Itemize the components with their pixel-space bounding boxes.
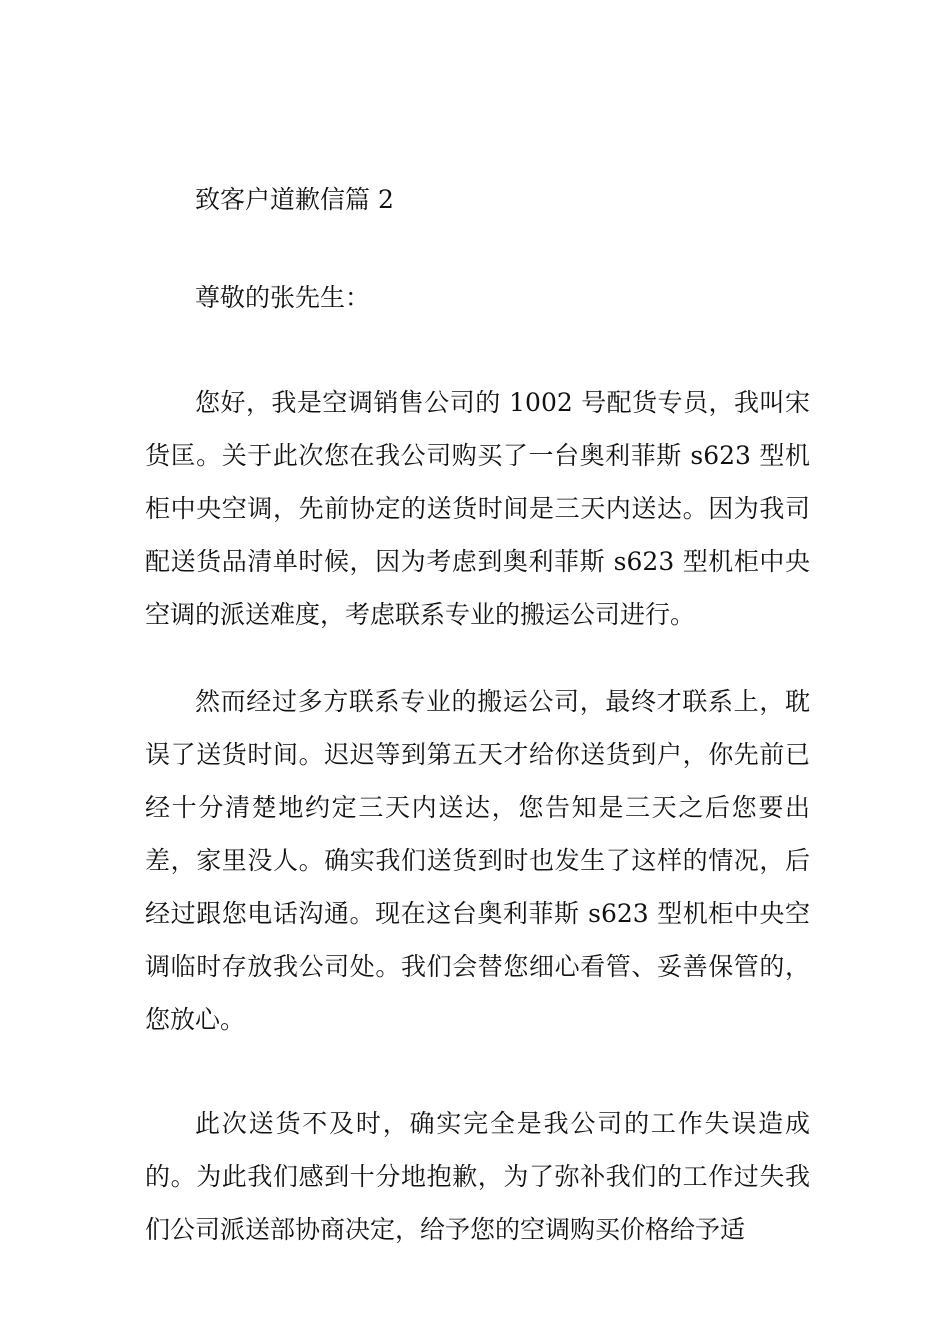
body-paragraph: 您好，我是空调销售公司的 1002 号配货专员，我叫宋货匡。关于此次您在我公司购买了一台奥利菲斯 s623 型机柜中央空调，先前协定的送货时间是三天内送达。因为我司配送货品清单时候，因为考虑到奥利菲斯 s623 型机柜中央空调的派送难度，考虑联系专业的搬运公司进行。	[145, 388, 810, 629]
body-paragraph: 然而经过多方联系专业的搬运公司，最终才联系上，耽误了送货时间。迟迟等到第五天才给你送货到户，你先前已经十分清楚地约定三天内送达，您告知是三天之后您要出差，家里没人。确实我们送货到时也发生了这样的情况，后经过跟您电话沟通。现在这台奥利菲斯 s623 型机柜中央空调临时存放我公司处。我们会替您细心看管、妥善保管的，您放心。	[145, 687, 810, 1034]
document-title: 致客户道歉信篇 2	[195, 185, 394, 214]
body-paragraph: 此次送货不及时，确实完全是我公司的工作失误造成的。为此我们感到十分地抱歉，为了弥补我们的工作过失我们公司派送部协商决定，给予您的空调购买价格给予适	[145, 1109, 810, 1244]
salutation: 尊敬的张先生：	[195, 283, 371, 312]
